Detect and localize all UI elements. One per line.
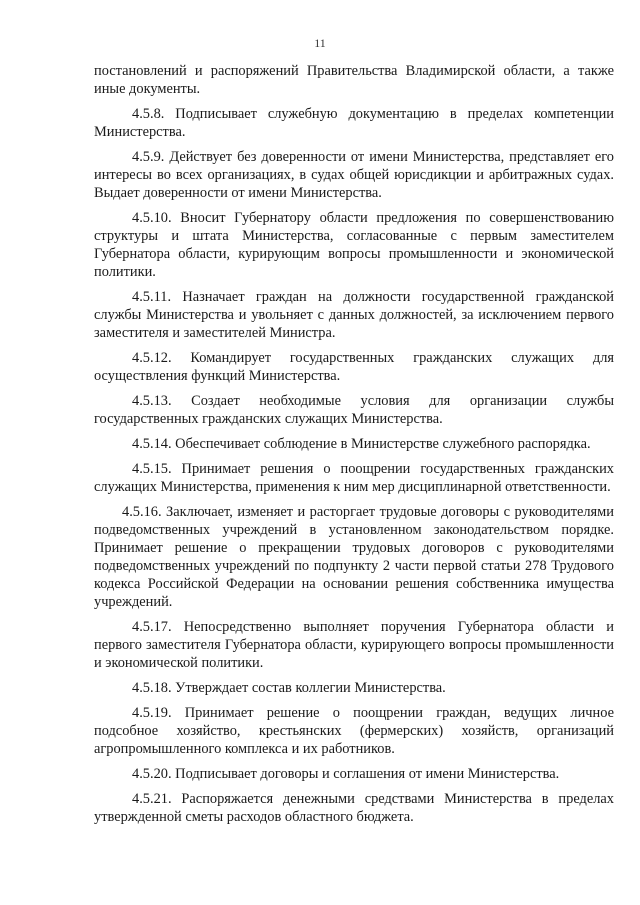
paragraph-4-5-8: 4.5.8. Подписывает служебную документацию в пределах компетенции Министерства. [94, 106, 614, 140]
paragraph-4-5-15: 4.5.15. Принимает решения о поощрении государственных гражданских служащих Министерства, применения к ним мер дисциплинарной ответственности. [94, 461, 614, 495]
paragraph-4-5-11: 4.5.11. Назначает граждан на должности государственной гражданской службы Министерства и увольняет с данных должностей, за исключением первого заместителя и заместителей Министра. [94, 289, 614, 341]
paragraph-4-5-13: 4.5.13. Создает необходимые условия для организации службы государственных гражданских служащих Министерства. [94, 393, 614, 427]
paragraph-4-5-12: 4.5.12. Командирует государственных гражданских служащих для осуществления функций Министерства. [94, 350, 614, 384]
paragraph-4-5-10: 4.5.10. Вносит Губернатору области предложения по совершенствованию структуры и штата Министерства, согласованные с первым заместителем Губернатора области, курирующим вопросы промышленности и экономической политики. [94, 210, 614, 280]
paragraph-4-5-16: 4.5.16. Заключает, изменяет и расторгает трудовые договоры с руководителями подведомственных учреждений в установленном законодательством порядке. Принимает решение о прекращении трудовых договоров с руководителями подведомственных учреждений по подпункту 2 части первой статьи 278 Трудового кодекса Российской Федерации на основании решения собственника имущества учреждений. [94, 504, 614, 610]
document-body [94, 62, 614, 833]
paragraph-4-5-20: 4.5.20. Подписывает договоры и соглашения от имени Министерства. [132, 766, 560, 782]
paragraph-4-5-17: 4.5.17. Непосредственно выполняет поручения Губернатора области и первого заместителя Губернатора области, курирующего вопросы промышленности и экономической политики. [94, 619, 614, 671]
paragraph-4-5-19: 4.5.19. Принимает решение о поощрении граждан, ведущих личное подсобное хозяйство, крестьянских (фермерских) хозяйств, организаций агропромышленного комплекса и их работников. [94, 705, 614, 757]
paragraph-4-5-9: 4.5.9. Действует без доверенности от имени Министерства, представляет его интересы во всех организациях, в судах общей юрисдикции и арбитражных судах. Выдает доверенности от имени Министерства. [94, 149, 614, 201]
paragraph-4-5-21: 4.5.21. Распоряжается денежными средствами Министерства в пределах утвержденной сметы расходов областного бюджета. [94, 791, 614, 825]
paragraph-continuation: постановлений и распоряжений Правительства Владимирской области, а также иные документы. [94, 63, 614, 97]
page-number: 11 [314, 36, 326, 50]
paragraph-4-5-18: 4.5.18. Утверждает состав коллегии Министерства. [132, 680, 446, 696]
paragraph-4-5-14: 4.5.14. Обеспечивает соблюдение в Министерстве служебного распорядка. [132, 436, 591, 452]
